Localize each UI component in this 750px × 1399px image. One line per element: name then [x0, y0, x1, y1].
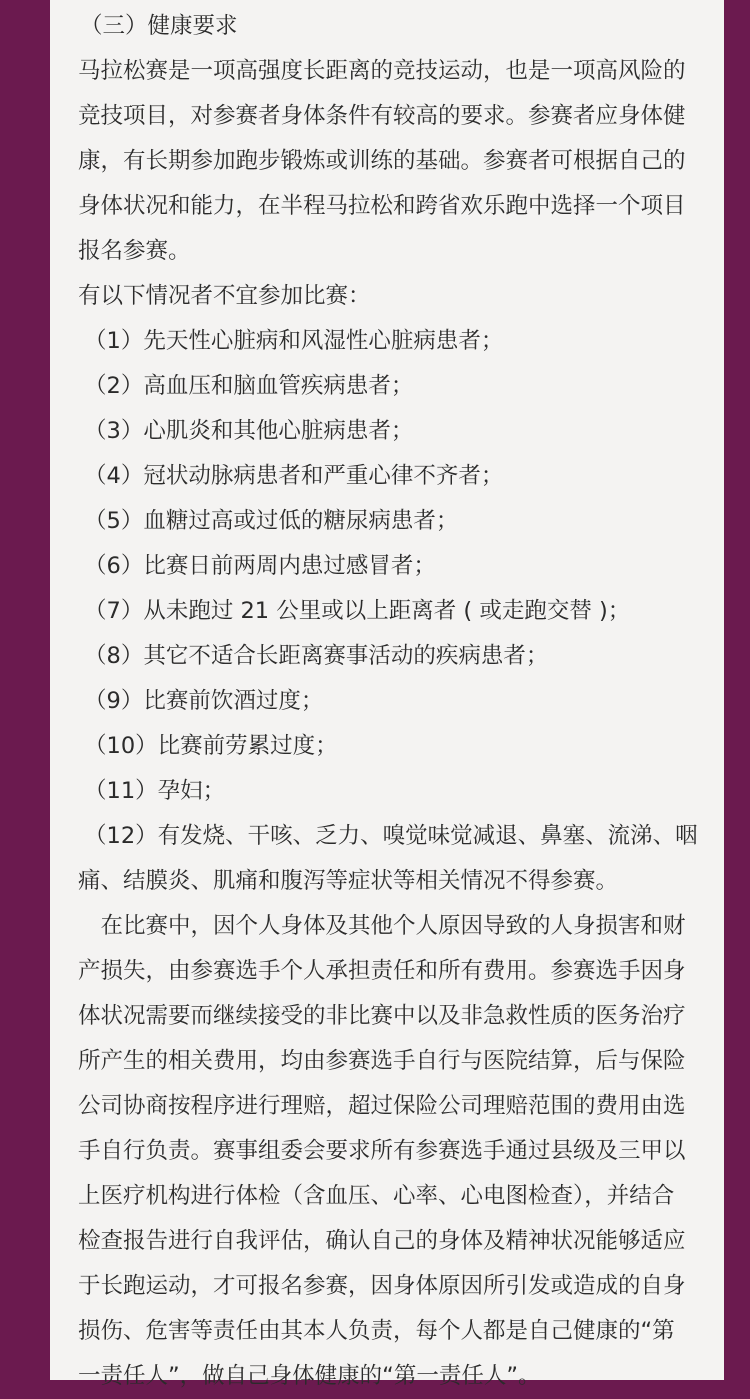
list-item: （12）有发烧、干咳、乏力、嗅觉味觉减退、鼻塞、流涕、咽 [84, 823, 698, 849]
document-page [50, 0, 724, 1389]
liability-paragraph-line: 在比赛中，因个人身体及其他个人原因导致的人身损害和财 [100, 913, 686, 939]
intro-line: 马拉松赛是一项高强度长距离的竞技运动，也是一项高风险的 [78, 58, 686, 84]
list-item: （10）比赛前劳累过度； [84, 733, 338, 759]
list-item: （7）从未跑过 21 公里或以上距离者 ( 或走跑交替 )； [84, 598, 631, 624]
liability-paragraph-line: 检查报告进行自我评估，确认自己的身体及精神状况能够适应 [78, 1228, 686, 1254]
intro-line: 竞技项目，对参赛者身体条件有较高的要求。参赛者应身体健 [78, 103, 686, 129]
list-item: （5）血糖过高或过低的糖尿病患者； [84, 508, 459, 534]
liability-paragraph-line: 体状况需要而继续接受的非比赛中以及非急救性质的医务治疗 [78, 1003, 686, 1029]
document-content [78, 4, 698, 1399]
list-item: （9）比赛前饮酒过度； [84, 688, 324, 714]
liability-paragraph-line: 公司协商按程序进行理赔，超过保险公司理赔范围的费用由选 [78, 1093, 686, 1119]
intro-line: 身体状况和能力，在半程马拉松和跨省欢乐跑中选择一个项目 [78, 193, 686, 219]
list-item: （2）高血压和脑血管疾病患者； [84, 373, 414, 399]
liability-paragraph-line: 上医疗机构进行体检（含血压、心率、心电图检查），并结合 [78, 1183, 675, 1209]
section-heading: （三）健康要求 [80, 13, 238, 39]
list-item: （6）比赛日前两周内患过感冒者； [84, 553, 436, 579]
liability-paragraph-line: 所产生的相关费用，均由参赛选手自行与医院结算，后与保险 [78, 1048, 686, 1074]
liability-paragraph-line: 产损失，由参赛选手个人承担责任和所有费用。参赛选手因身 [78, 958, 686, 984]
liability-paragraph-line: 于长跑运动，才可报名参赛，因身体原因所引发或造成的自身 [78, 1273, 686, 1299]
left-border [0, 0, 50, 1380]
list-item: （3）心肌炎和其他心脏病患者； [84, 418, 414, 444]
liability-paragraph-line: 手自行负责。赛事组委会要求所有参赛选手通过县级及三甲以 [78, 1138, 686, 1164]
intro-line: 康，有长期参加跑步锻炼或训练的基础。参赛者可根据自己的 [78, 148, 686, 174]
right-border [724, 0, 750, 1380]
list-item: （1）先天性心脏病和风湿性心脏病患者； [84, 328, 504, 354]
list-item: （11）孕妇； [84, 778, 226, 804]
liability-paragraph-line: 损伤、危害等责任由其本人负责，每个人都是自己健康的“第 [78, 1318, 675, 1344]
list-item: （4）冠状动脉病患者和严重心律不齐者； [84, 463, 504, 489]
liability-paragraph-line: 一责任人”，做自己身体健康的“第一责任人”。 [78, 1363, 541, 1389]
list-item-continuation: 痛、结膜炎、肌痛和腹泻等症状等相关情况不得参赛。 [78, 868, 619, 894]
list-item: （8）其它不适合长距离赛事活动的疾病患者； [84, 643, 549, 669]
list-intro: 有以下情况者不宜参加比赛： [78, 283, 371, 309]
intro-line: 报名参赛。 [78, 238, 191, 264]
